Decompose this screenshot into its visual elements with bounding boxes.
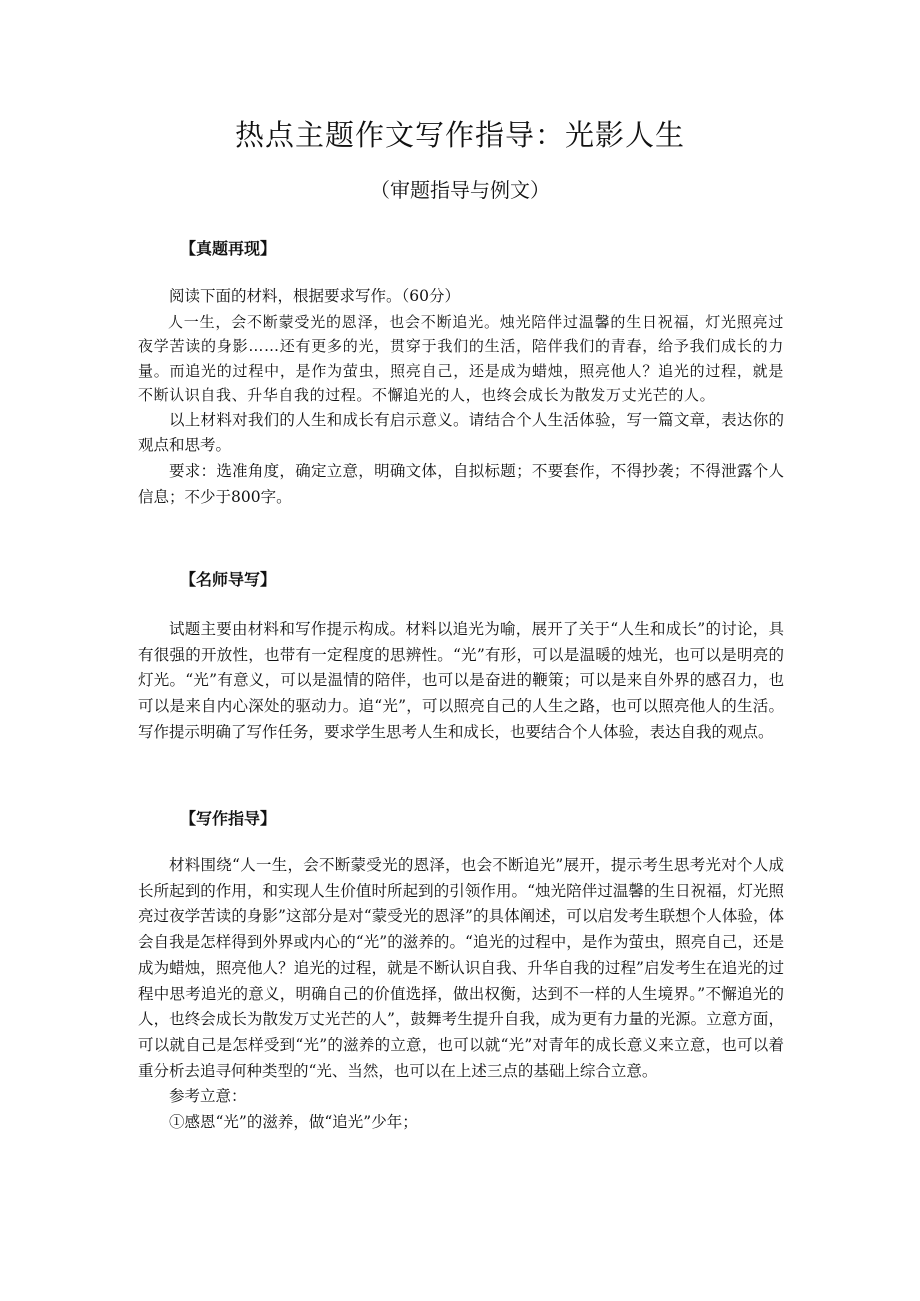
section-body-teacher-guide: [138, 617, 784, 746]
paragraph: 试题主要由材料和写作提示构成。材料以追光为喻，展开了关于“人生和成长”的讨论，具有很强的开放性，也带有一定程度的思辨性。“光”有形，可以是温暖的烛光，也可以是明亮的灯光。“光”有意义，可以是温情的陪伴，也可以是奋进的鞭策；可以是来自外界的感召力，也可以是来自内心深处的驱动力。追“光”，可以照亮自己的人生之路，也可以照亮他人的生活。写作提示明确了写作任务，要求学生思考人生和成长，也要结合个人体验，表达自我的观点。: [138, 620, 784, 741]
document-subtitle: （审题指导与例文）: [370, 178, 550, 202]
section-heading-teacher-guide: 【名师导写】: [180, 570, 277, 589]
section-body-real-question: [138, 284, 784, 511]
section-body-writing-guide: [138, 853, 784, 1136]
paragraph: 参考立意：: [169, 1087, 247, 1106]
paragraph-material: 人一生，会不断蒙受光的恩泽，也会不断追光。烛光陪伴过温馨的生日祝福，灯光照亮过夜学苦读的身影……还有更多的光，贯穿于我们的生活，陪伴我们的青春，给予我们成长的力量。而追光的过程中，是作为萤虫，照亮自己，还是成为蜡烛，照亮他人？追光的过程，就是不断认识自我、升华自我的过程。不懈追光的人，也终会成长为散发万丈光芒的人。: [138, 312, 784, 405]
paragraph: 材料围绕“人一生，会不断蒙受光的恩泽，也会不断追光”展开，提示考生思考光对个人成长所起到的作用，和实现人生价值时所起到的引领作用。“烛光陪伴过温馨的生日祝福，灯光照亮过夜学苦读的身影”这部分是对“蒙受光的恩泽”的具体阐述，可以启发考生联想个人体验，体会自我是怎样得到外界或内心的“光”的滋养的。“追光的过程中，是作为萤虫，照亮自己，还是成为蜡烛，照亮他人？追光的过程，就是不断认识自我、升华自我的过程”启发考生在追光的过程中思考追光的意义，明确自己的价值选择，做出权衡，达到不一样的人生境界。”不懈追光的人，也终会成长为散发万丈光芒的人”，鼓舞考生提升自我，成为更有力量的光源。立意方面，可以就自己是怎样受到“光”的滋养的立意，也可以就“光”对青年的成长意义来立意，也可以着重分析去追寻何种类型的“光、当然，也可以在上述三点的基础上综合立意。: [138, 856, 784, 1080]
section-heading-writing-guide: 【写作指导】: [180, 809, 277, 828]
paragraph: ①感恩“光”的滋养，做“追光”少年；: [169, 1113, 418, 1132]
paragraph: 阅读下面的材料，根据要求写作。（60分）: [169, 287, 460, 305]
paragraph: 要求：选准角度，确定立意，明确文体，自拟标题；不要套作，不得抄袭；不得泄露个人信息；不少于800字。: [138, 462, 784, 506]
paragraph: 以上材料对我们的人生和成长有启示意义。请结合个人生活体验，写一篇文章，表达你的观点和思考。: [138, 410, 784, 455]
document-title: 热点主题作文写作指导：光影人生: [234, 118, 685, 152]
section-heading-real-question: 【真题再现】: [180, 239, 277, 258]
